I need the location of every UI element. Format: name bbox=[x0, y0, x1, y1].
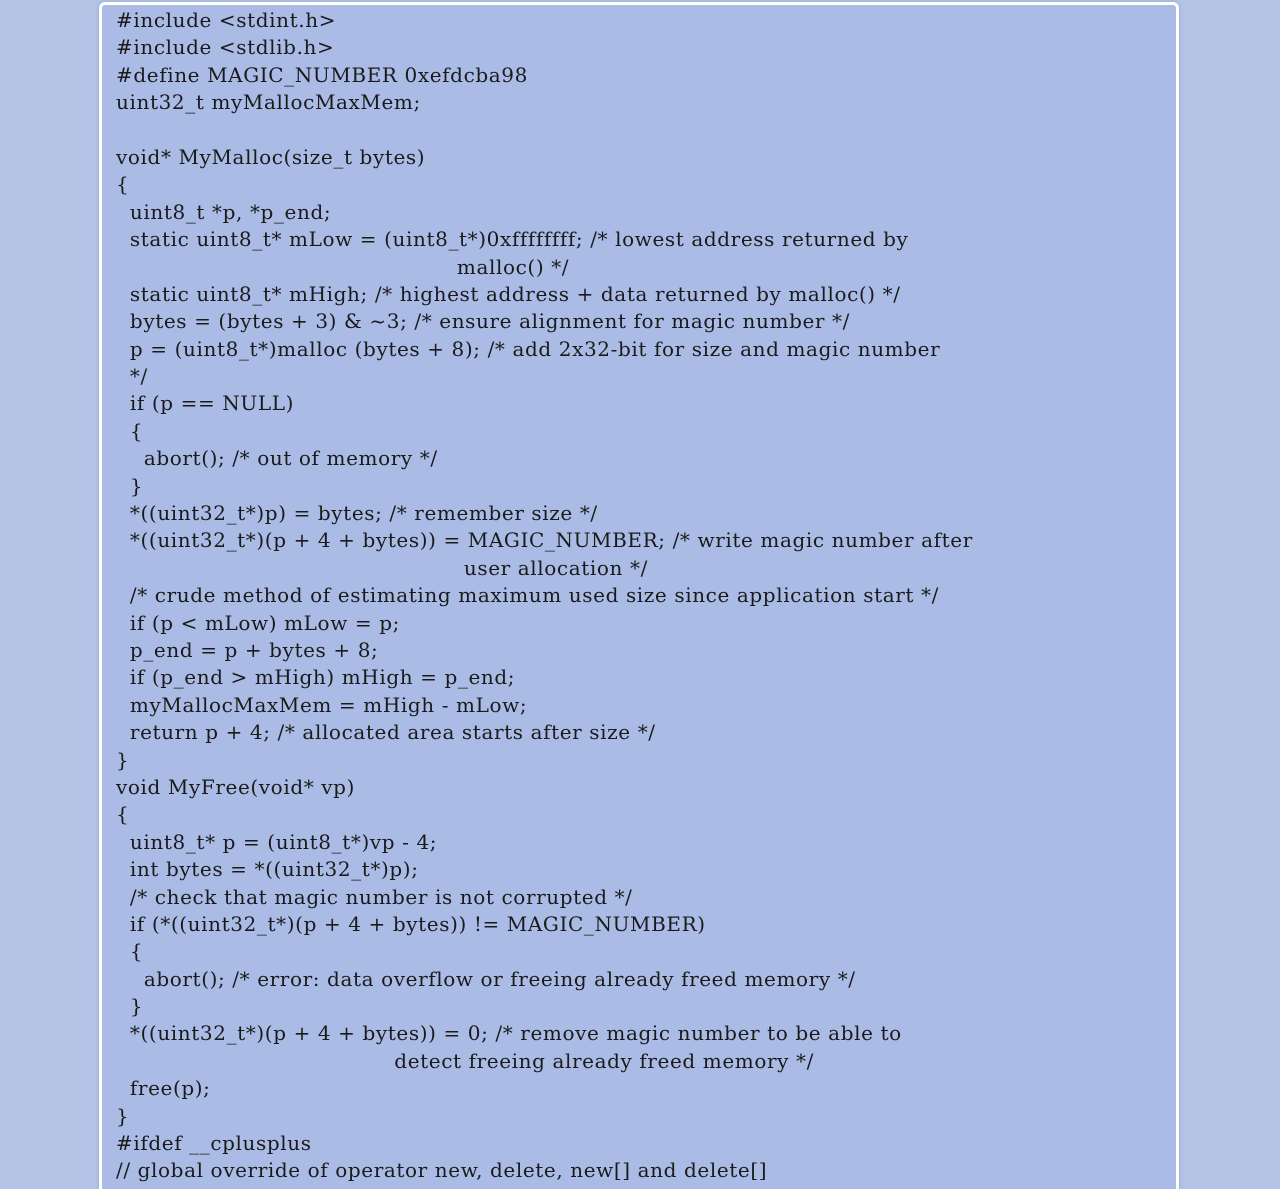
code-line: uint8_t* p = (uint8_t*)vp - 4; bbox=[116, 829, 438, 854]
code-line: if (*((uint32_t*)(p + 4 + bytes)) != MAGIC_NUMBER) bbox=[116, 911, 706, 936]
code-line: #include <stdlib.h> bbox=[116, 35, 335, 60]
code-line: { bbox=[116, 418, 144, 443]
code-line: return p + 4; /* allocated area starts after size */ bbox=[116, 720, 656, 745]
code-line: bytes = (bytes + 3) & ~3; /* ensure alignment for magic number */ bbox=[116, 309, 850, 334]
code-line: *((uint32_t*)(p + 4 + bytes)) = MAGIC_NUMBER; /* write magic number after bbox=[116, 528, 973, 553]
code-line: uint8_t *p, *p_end; bbox=[116, 199, 332, 224]
code-line: static uint8_t* mLow = (uint8_t*)0xffffffff; /* lowest address returned by bbox=[116, 227, 909, 252]
code-line: if (p_end > mHigh) mHigh = p_end; bbox=[116, 665, 516, 690]
code-line: } bbox=[116, 473, 144, 498]
code-line: void MyFree(void* vp) bbox=[116, 774, 355, 799]
code-line bbox=[116, 117, 973, 144]
code-line: if (p < mLow) mLow = p; bbox=[116, 610, 400, 635]
code-line: static uint8_t* mHigh; /* highest address + data returned by malloc() */ bbox=[116, 281, 901, 306]
code-line: if (p == NULL) bbox=[116, 391, 295, 416]
code-line: { bbox=[116, 802, 130, 827]
code-line: } bbox=[116, 994, 144, 1019]
code-line: /* check that magic number is not corrupted */ bbox=[116, 884, 633, 909]
code-panel bbox=[99, 2, 1179, 1189]
code-line: user allocation */ bbox=[116, 555, 648, 580]
code-line: detect freeing already freed memory */ bbox=[116, 1048, 814, 1073]
code-line: /* crude method of estimating maximum used size since application start */ bbox=[116, 583, 939, 608]
code-line: *((uint32_t*)p) = bytes; /* remember size */ bbox=[116, 501, 598, 526]
code-line: { bbox=[116, 172, 130, 197]
code-line: #include <stdint.h> bbox=[116, 8, 337, 32]
code-listing bbox=[116, 7, 973, 1185]
code-line: free(p); bbox=[116, 1076, 211, 1101]
code-line: */ bbox=[116, 364, 148, 389]
code-line: uint32_t myMallocMaxMem; bbox=[116, 90, 421, 115]
code-line: #ifdef __cplusplus bbox=[116, 1131, 312, 1156]
code-line: p_end = p + bytes + 8; bbox=[116, 637, 379, 662]
code-line: *((uint32_t*)(p + 4 + bytes)) = 0; /* remove magic number to be able to bbox=[116, 1021, 902, 1046]
code-line: } bbox=[116, 747, 130, 772]
code-line: } bbox=[116, 1103, 130, 1128]
code-line: { bbox=[116, 939, 144, 964]
code-line: int bytes = *((uint32_t*)p); bbox=[116, 857, 419, 882]
code-line: malloc() */ bbox=[116, 254, 570, 279]
code-line: #define MAGIC_NUMBER 0xefdcba98 bbox=[116, 62, 528, 87]
code-line: void* MyMalloc(size_t bytes) bbox=[116, 144, 426, 169]
code-line: abort(); /* error: data overflow or freeing already freed memory */ bbox=[116, 966, 856, 991]
code-line: myMallocMaxMem = mHigh - mLow; bbox=[116, 692, 528, 717]
code-line: p = (uint8_t*)malloc (bytes + 8); /* add 2x32-bit for size and magic number bbox=[116, 336, 941, 361]
code-line: abort(); /* out of memory */ bbox=[116, 446, 438, 471]
code-line: // global override of operator new, delete, new[] and delete[] bbox=[116, 1158, 768, 1183]
